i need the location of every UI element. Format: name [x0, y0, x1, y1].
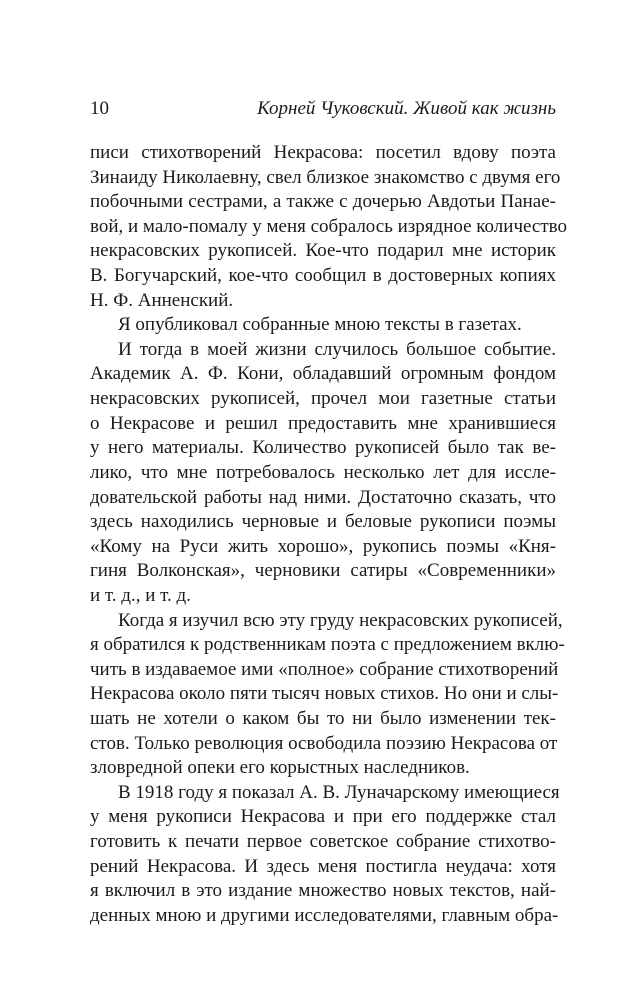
text-line: Академик А. Ф. Кони, обладавший огромным фондом: [90, 363, 556, 385]
running-head: Корней Чуковский. Живой как жизнь: [257, 98, 556, 119]
text-line: чить в издаваемое ими «полное» собрание стихотворений: [90, 658, 559, 680]
text-line: И тогда в моей жизни случилось большое событие.: [118, 338, 556, 360]
text-line: лико, что мне потребовалось несколько лет для иссле-: [90, 461, 556, 483]
text-line: рений Некрасова. И здесь меня постигла неудача: хотя: [90, 855, 556, 877]
text-line: некрасовских рукописей, прочел мои газетные статьи: [90, 388, 556, 410]
text-line: и т. д., и т. д.: [90, 584, 191, 606]
text-line: здесь находились черновые и беловые рукописи поэмы: [90, 511, 556, 533]
page-number: 10: [90, 98, 109, 119]
text-line: гиня Волконская», черновики сатиры «Современники»: [90, 560, 556, 582]
text-line: побочными сестрами, а также с дочерью Авдотьи Панае-: [90, 191, 556, 213]
text-line: В. Богучарский, кое-что сообщил в достоверных копиях: [90, 265, 556, 287]
text-line: Зинаиду Николаевну, свел близкое знакомство с двумя его: [90, 166, 561, 188]
text-line: Н. Ф. Анненский.: [90, 289, 234, 311]
text-line: Некрасова около пяти тысяч новых стихов. Но они и слы-: [90, 683, 559, 705]
text-line: у него материалы. Количество рукописей было так ве-: [90, 437, 556, 459]
text-line: некрасовских рукописей. Кое-что подарил мне историк: [90, 240, 556, 262]
text-line: довательской работы над ними. Достаточно сказать, что: [90, 486, 556, 508]
body-text: [90, 141, 567, 929]
text-line: денных мною и другими исследователями, главным обра-: [90, 904, 559, 926]
page-header: [90, 98, 556, 126]
text-line: зловредной опеки его корыстных наследников.: [90, 757, 470, 779]
text-line: писи стихотворений Некрасова: посетил вдову поэта: [90, 142, 556, 163]
text-line: я включил в это издание множество новых текстов, най-: [90, 880, 556, 902]
text-line: стов. Только революция освободила поэзию Некрасова от: [90, 732, 558, 754]
text-line: готовить к печати первое советское собрание стихотво-: [90, 831, 556, 853]
text-line: В 1918 году я показал А. В. Луначарскому имеющиеся: [118, 781, 560, 803]
text-line: о Некрасове и решил предоставить мне хранившиеся: [90, 412, 556, 434]
text-line: я обратился к родственникам поэта с предложением вклю-: [90, 634, 565, 656]
text-line: у меня рукописи Некрасова и при его поддержке стал: [90, 806, 556, 828]
text-line: вой, и мало-помалу у меня собралось изрядное количество: [90, 215, 567, 237]
text-line: Когда я изучил всю эту груду некрасовских рукописей,: [118, 609, 563, 631]
text-line: «Кому на Руси жить хорошо», рукопись поэмы «Кня-: [90, 535, 556, 557]
text-line: шать не хотели о каком бы то ни было изменении тек-: [90, 708, 556, 730]
text-line: Я опубликовал собранные мною тексты в газетах.: [118, 314, 522, 336]
